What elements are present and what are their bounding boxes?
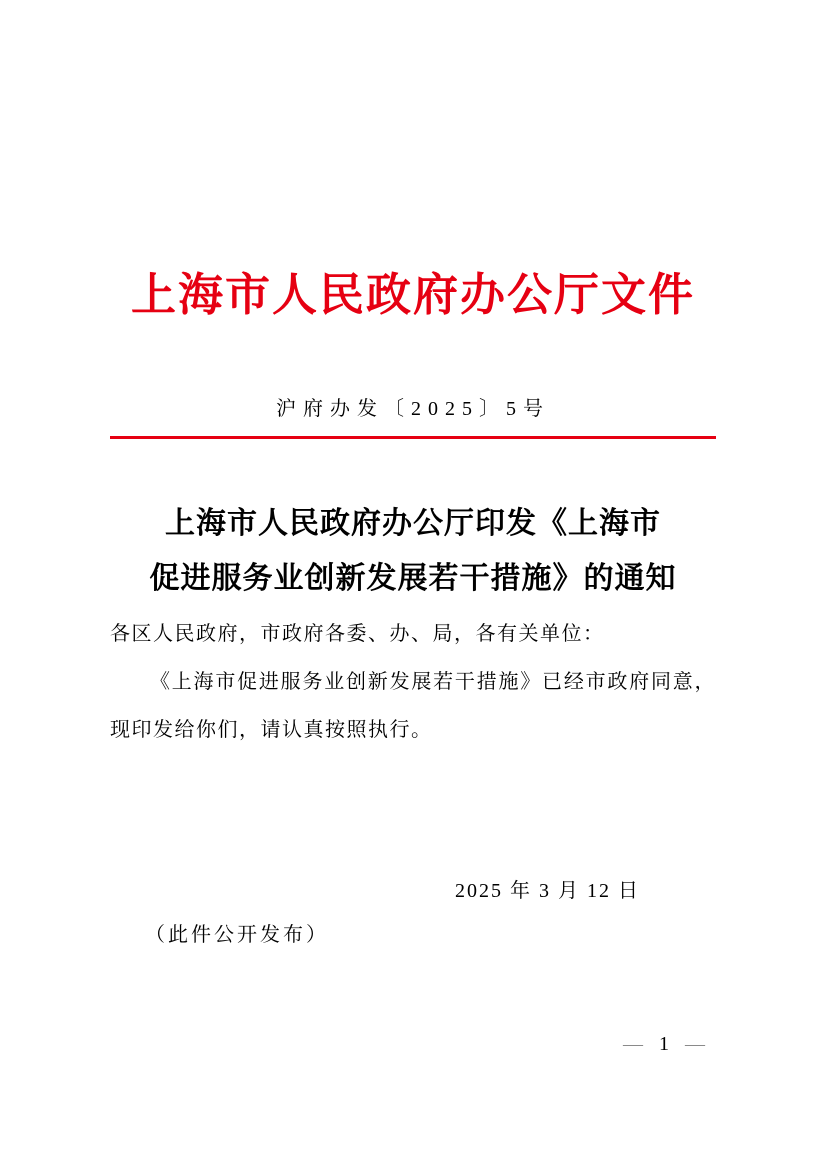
- footer-left-dash: —: [623, 1033, 643, 1055]
- issue-date: 2025 年 3 月 12 日: [455, 880, 640, 902]
- red-divider-line: [110, 436, 716, 439]
- document-title: [110, 496, 716, 606]
- document-title-line2: 促进服务业创新发展若干措施》的通知: [149, 562, 677, 595]
- salutation-line: 各区人民政府，市政府各委、办、局，各有关单位：: [110, 623, 605, 645]
- page-number-footer: [623, 1033, 705, 1056]
- document-body: [110, 610, 716, 754]
- document-header-title: 上海市人民政府办公厅文件: [130, 270, 695, 320]
- footer-right-dash: —: [685, 1033, 705, 1055]
- footer-page-number: 1: [659, 1033, 669, 1055]
- public-release-note: （此件公开发布）: [145, 924, 329, 946]
- document-number: 沪府办发〔2025〕5号: [276, 398, 550, 420]
- body-paragraph: 《上海市促进服务业创新发展若干措施》已经市政府同意，现印发给你们，请认真按照执行。: [110, 671, 716, 741]
- document-title-line1: 上海市人民政府办公厅印发《上海市: [165, 507, 661, 540]
